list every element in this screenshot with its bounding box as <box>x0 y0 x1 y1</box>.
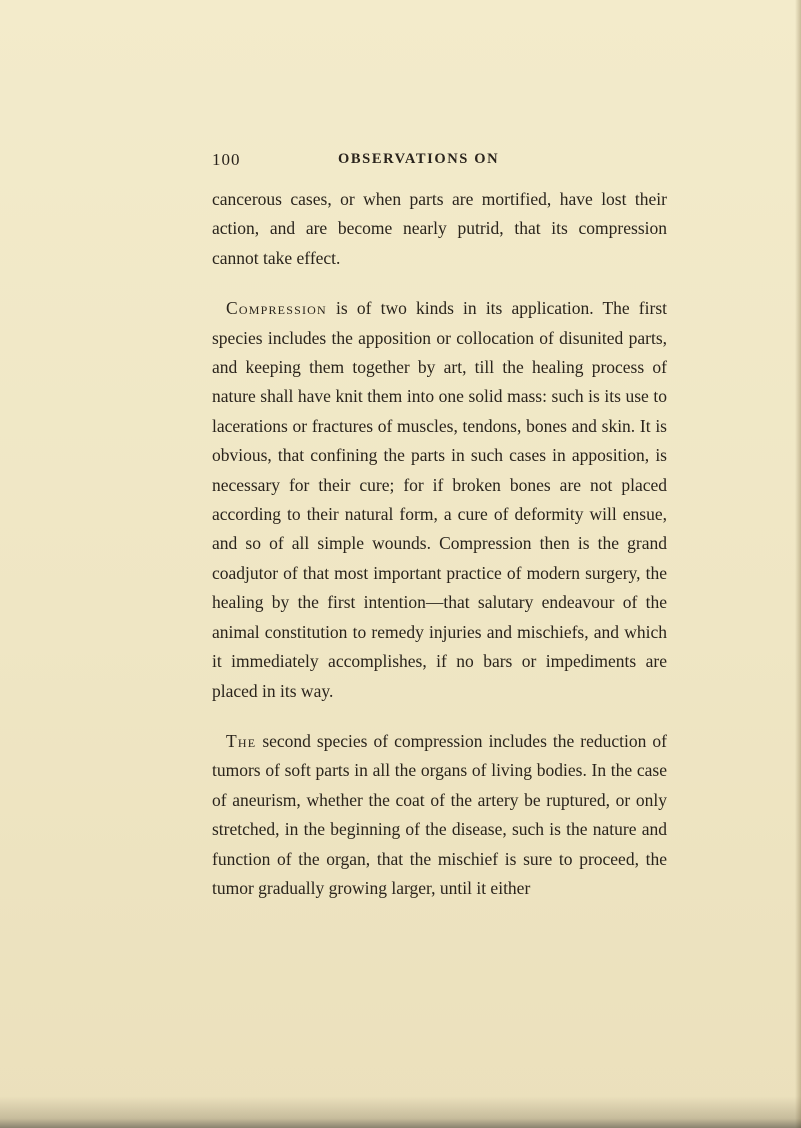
page-header <box>212 150 672 174</box>
paragraph-2-text: is of two kinds in its application. The first species includes the apposition or collocation of disunited parts, and keeping them together by art, till the healing process of nature shall have knit them into one solid mass: such is its use to lacerations or fractures of muscles, tendons, bones and skin. It is obvious, that confining the parts in such cases in apposition, is necessary for their cure; for if broken bones are not placed according to their natural form, a cure of deformity will ensue, and so of all simple wounds. Compression then is the grand coadjutor of that most important practice of modern surgery, the healing by the first intention—that salutary endeavour of the animal constitution to remedy injuries and mischiefs, and which it immediately accomplishes, if no bars or impediments are placed in its way. <box>212 298 667 701</box>
paragraph-3-lead: The <box>226 730 257 751</box>
body-text <box>212 185 667 903</box>
paragraph-3 <box>212 727 667 903</box>
page-edge-shadow <box>795 0 801 1128</box>
running-head: OBSERVATIONS ON <box>338 151 500 167</box>
paragraph-1: cancerous cases, or when parts are mortified, have lost their action, and are become nearly putrid, that its compression cannot take effect. <box>212 189 667 268</box>
paragraph-3-text: second species of compression includes the reduction of tumors of soft parts in all the organs of living bodies. In the case of aneurism, whether the coat of the artery be ruptured, or only stretched, in the beginning of the disease, such is the nature and function of the organ, that the mischief is sure to proceed, the tumor gradually growing larger, until it either <box>212 730 667 898</box>
page-number: 100 <box>212 150 241 169</box>
page-bottom-stain <box>0 1096 801 1128</box>
paragraph-2-lead: Compression <box>226 298 327 319</box>
paragraph-2 <box>212 294 667 706</box>
